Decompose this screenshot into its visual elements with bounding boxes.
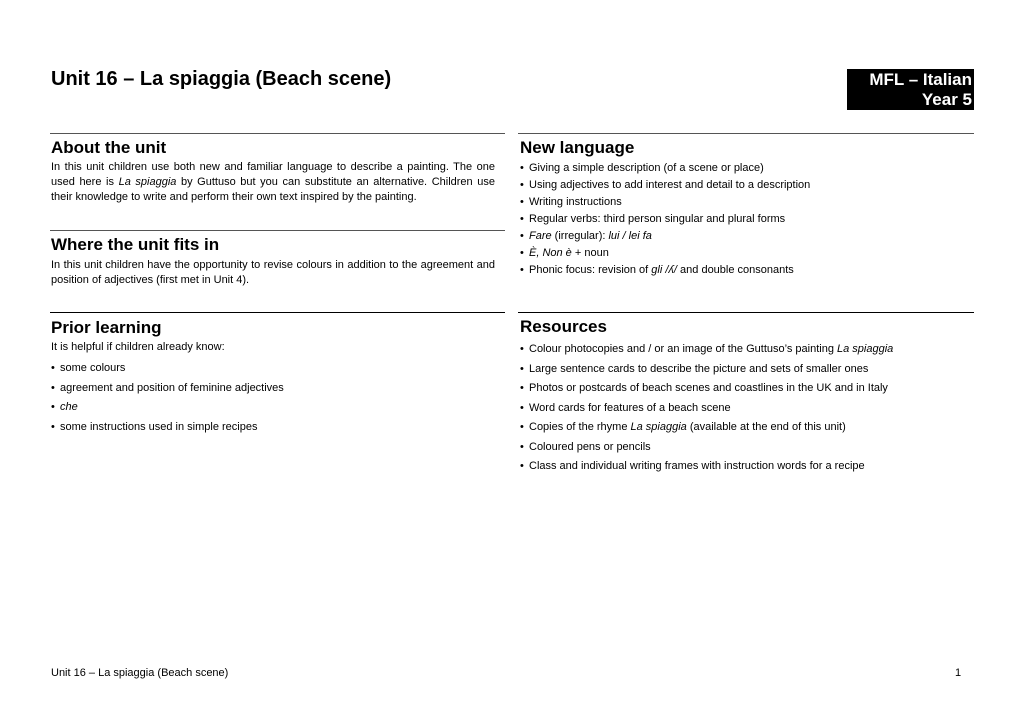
prior-intro: It is helpful if children already know: (51, 341, 225, 353)
list-item: • Colour photocopies and / or an image of the Guttuso’s painting La spiaggia (520, 340, 893, 360)
list-item: • Fare (irregular): lui / lei fa (520, 228, 810, 245)
subject-badge (847, 69, 974, 110)
list-item: • some colours (51, 359, 284, 379)
badge-subject: MFL – Italian (869, 70, 972, 89)
resources-list (520, 340, 893, 477)
list-item: • È, Non è + noun (520, 245, 810, 262)
new-language-heading: New language (520, 138, 635, 157)
fits-heading: Where the unit fits in (51, 235, 220, 254)
list-item: • Giving a simple description (of a scene or place) (520, 160, 810, 177)
divider (50, 230, 505, 231)
about-heading: About the unit (51, 138, 167, 157)
painting-title: La spiaggia (118, 176, 177, 188)
list-item: • Large sentence cards to describe the picture and sets of smaller ones (520, 360, 893, 380)
list-item: • Coloured pens or pencils (520, 438, 893, 458)
list-item: • Using adjectives to add interest and detail to a description (520, 177, 810, 194)
list-item: • Writing instructions (520, 194, 810, 211)
list-item: • some instructions used in simple recipes (51, 418, 284, 438)
list-item: • che (51, 398, 284, 418)
badge-year: Year 5 (921, 90, 972, 109)
fits-text: In this unit children have the opportunity to revise colours in addition to the agreement and position of adjectives (first met in Unit 4). (51, 259, 495, 286)
list-item: • agreement and position of feminine adjectives (51, 379, 284, 399)
about-text: In this unit children use both new and familiar language to describe a painting. The one used here is La spiaggia by Guttuso but you can substitute an alternative. Children use their knowledge to write and perform their own text inspired by the painting. (51, 161, 495, 203)
divider (518, 312, 974, 313)
new-language-list (520, 160, 810, 279)
list-item: • Photos or postcards of beach scenes and coastlines in the UK and in Italy (520, 379, 893, 399)
resources-heading: Resources (520, 317, 607, 336)
divider (50, 312, 505, 313)
page-number: 1 (955, 667, 962, 679)
prior-list (51, 359, 284, 437)
divider (518, 133, 974, 134)
list-item: • Copies of the rhyme La spiaggia (available at the end of this unit) (520, 418, 893, 438)
page-title: Unit 16 – La spiaggia (Beach scene) (51, 68, 392, 90)
divider (50, 133, 505, 134)
list-item: • Regular verbs: third person singular and plural forms (520, 211, 810, 228)
footer-title: Unit 16 – La spiaggia (Beach scene) (51, 667, 229, 679)
prior-heading: Prior learning (51, 318, 162, 337)
list-item: • Class and individual writing frames with instruction words for a recipe (520, 457, 893, 477)
list-item: • Phonic focus: revision of gli /ʎ/ and double consonants (520, 262, 810, 279)
list-item: • Word cards for features of a beach scene (520, 399, 893, 419)
